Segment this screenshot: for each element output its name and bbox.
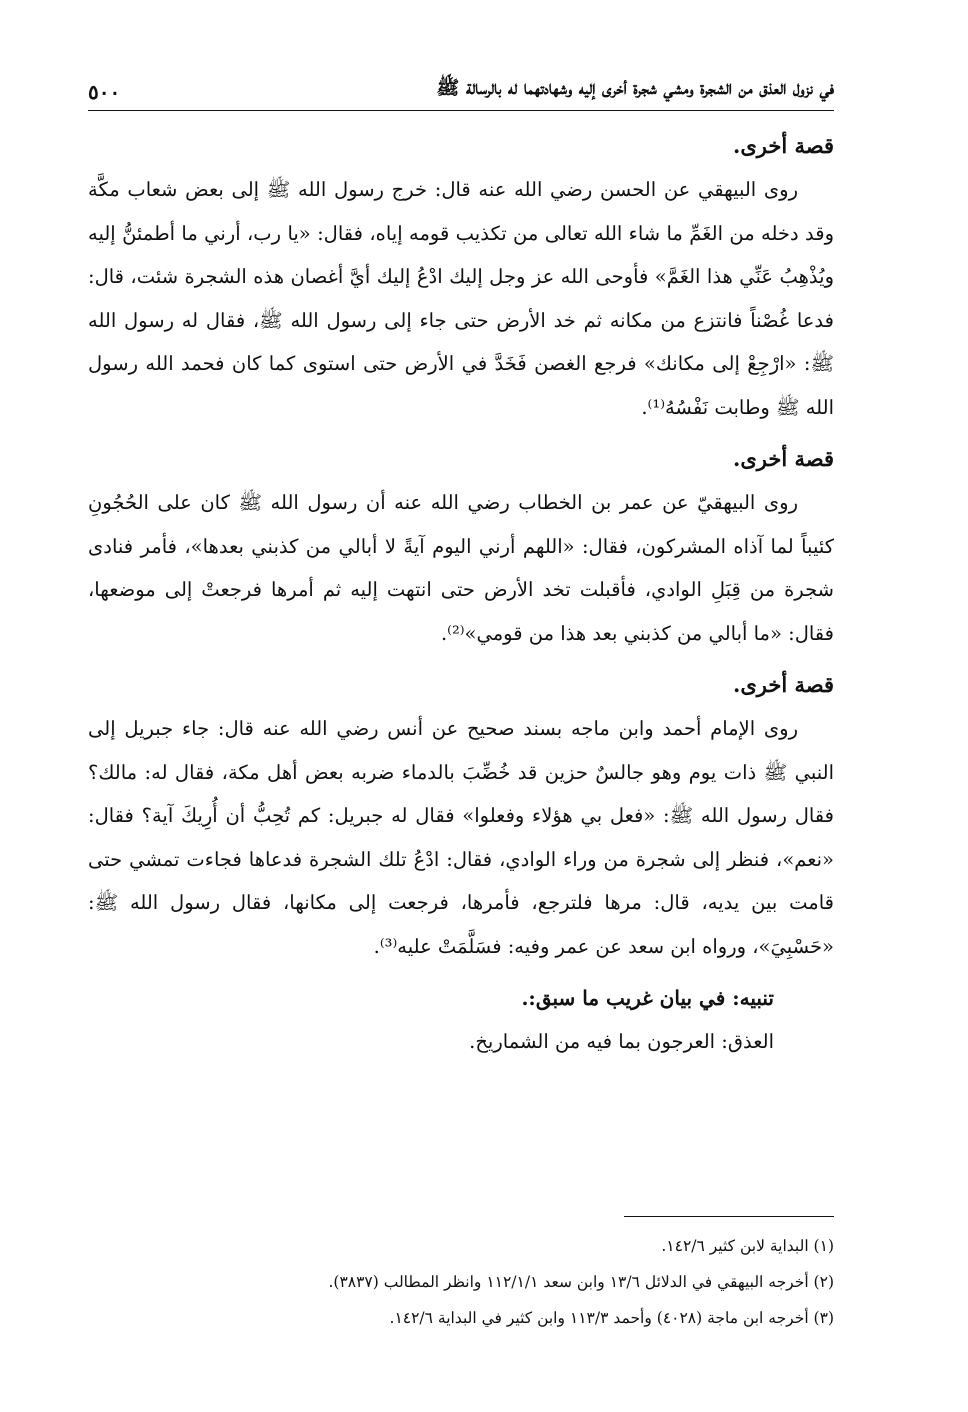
running-header (88, 70, 834, 111)
story-paragraph: روى البيهقي عن الحسن رضي الله عنه قال: خرج رسول الله ﷺ إلى بعض شعاب مكَّة وقد دخله من الغَمِّ ما شاء الله تعالى من تكذيب قومه إياه، فقال: «يا رب، أرني ما أطمئنُّ إليه ويُذْهِبُ عَنِّي هذا الغَمَّ» فأوحى الله عز وجل إليك ادْعُ إليك أيَّ أغصان هذه الشجرة شئت، قال: فدعا غُصْناً فانتزع من مكانه ثم خد الأرض حتى جاء إلى رسول الله ﷺ، فقال له رسول الله ﷺ: «ارْجِعْ إلى مكانك» فرجع الغصن فَخَدَّ في الأرض حتى استوى كما كان فحمد الله رسول الله ﷺ وطابت نَفْسُهُ⁽¹⁾. (88, 178, 834, 419)
footnotes (88, 1228, 834, 1336)
story-paragraph: روى البيهقيّ عن عمر بن الخطاب رضي الله عنه أن رسول الله ﷺ كان على الحُجُونِ كئيباً لما آذاه المشركون، فقال: «اللهم أرني اليوم آيةً لا أبالي من كذبني بعدها»، فأمر فنادى شجرة من قِبَلِ الوادي، فأقبلت تخد الأرض حتى انتهت إليه ثم أمرها فرجعتْ إلى موضعها، فقال: «ما أبالي من كذبني بعد هذا من قومي»⁽²⁾. (88, 491, 834, 645)
page-number: ٥٠٠ (88, 80, 121, 104)
footnote: (١) البداية لابن كثير ١٤٢/٦. (661, 1237, 834, 1255)
story-paragraph: روى الإمام أحمد وابن ماجه بسند صحيح عن أنس رضي الله عنه قال: جاء جبريل إلى النبي ﷺ ذات يوم وهو جالسٌ حزين قد خُضِّبَ بالدماء ضربه بعض أهل مكة، فقال له: مالك؟ فقال رسول الله ﷺ: «فعل بي هؤلاء وفعلوا» فقال له جبريل: كم تُحِبُّ أن أُرِيكَ آية؟ فقال: «نعم»، فنظر إلى شجرة من وراء الوادي، فقال: ادْعُ تلك الشجرة فدعاها فجاءت تمشي حتى قامت بين يديه، قال: مرها فلترجع، فأمرها، فرجعت إلى مكانها، فقال رسول الله ﷺ: «حَسْبِيَ»، ورواه ابن سعد عن عمر وفيه: فسَلَّمَتْ عليه⁽³⁾. (88, 717, 834, 958)
main-text (88, 124, 834, 1064)
footnote: (٣) أخرجه ابن ماجة (٤٠٢٨) وأحمد ١١٣/٣ وابن كثير في البداية ١٤٢/٦. (389, 1309, 834, 1327)
section-heading: قصة أخرى. (733, 133, 834, 158)
note-heading: تنبيه: في بيان غريب ما سبق:. (521, 986, 774, 1010)
footnote: (٢) أخرجه البيهقي في الدلائل ١٣/٦ وابن سعد ١١٢/١/١ وانظر المطالب (٣٨٣٧). (328, 1273, 834, 1291)
section-heading: قصة أخرى. (733, 672, 834, 697)
glossary-entry: العذق: العرجون بما فيه من الشماريخ. (469, 1030, 774, 1053)
running-title: في نزول العذق من الشجرة ومشي شجرة أخرى إليه وشهادتهما له بالرسالة ﷺ (436, 77, 834, 99)
footnote-divider (624, 1216, 834, 1217)
section-heading: قصة أخرى. (733, 446, 834, 471)
